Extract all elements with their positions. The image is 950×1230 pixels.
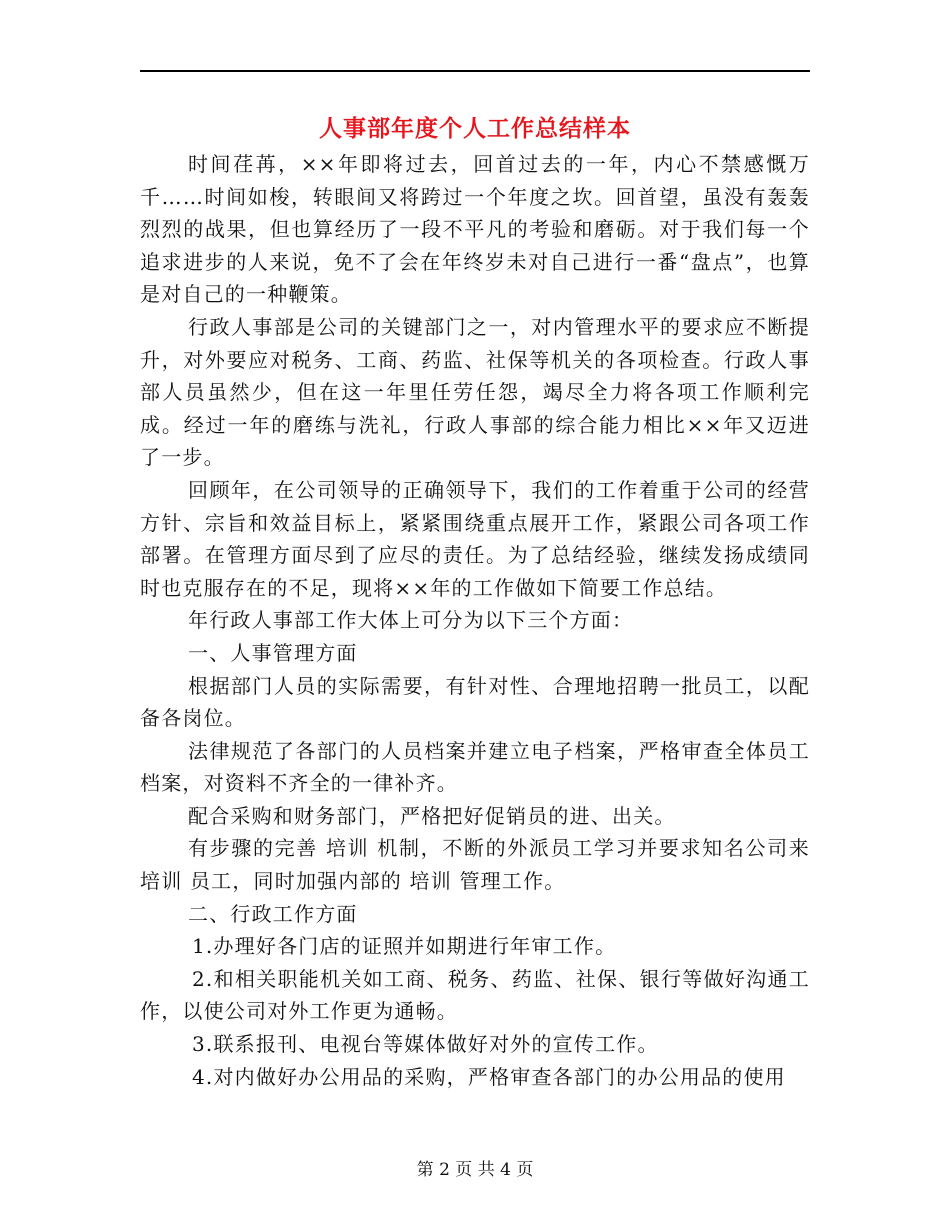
paragraph: 时间荏苒，××年即将过去，回首过去的一年，内心不禁感慨万千……时间如梭，转眼间又将跨过一个年度之坎。回首望，虽没有轰轰烈烈的战果，但也算经历了一段不平凡的考验和磨砺。对于我们每一个追求进步的人来说，免不了会在年终岁未对自己进行一番“盘点”，也算是对自己的一种鞭策。 <box>140 152 810 307</box>
numbered-item: 4.对内做好办公用品的采购，严格审查各部门的办公用品的使用 <box>192 1064 786 1089</box>
footer-current-page: 2 <box>439 1160 450 1180</box>
footer-middle: 页 共 <box>455 1160 495 1180</box>
numbered-item: 1.办理好各门店的证照并如期进行年审工作。 <box>192 934 617 959</box>
paragraph: 回顾年，在公司领导的正确领导下，我们的工作着重于公司的经营方针、宗旨和效益目标上，紧紧围绕重点展开工作，紧跟公司各项工作部署。在管理方面尽到了应尽的责任。为了总结经验，继续发扬成绩同时也克服存在的不足，现将××年的工作做如下简要工作总结。 <box>140 477 810 600</box>
paragraph: 年行政人事部工作大体上可分为以下三个方面： <box>188 608 634 633</box>
paragraph: 法律规范了各部门的人员档案并建立电子档案，严格审查全体员工档案，对资料不齐全的一律补齐。 <box>140 738 810 796</box>
document-title: 人事部年度个人工作总结样本 <box>319 115 631 142</box>
paragraph: 根据部门人员的实际需要，有针对性、合理地招聘一批员工，以配备各岗位。 <box>140 673 810 731</box>
footer-prefix: 第 <box>416 1160 434 1180</box>
paragraph: 配合采购和财务部门，严格把好促销员的进、出关。 <box>188 803 676 828</box>
footer-suffix: 页 <box>516 1160 534 1180</box>
numbered-item: 3.联系报刊、电视台等媒体做好对外的宣传工作。 <box>192 1032 659 1057</box>
header-rule <box>140 70 810 72</box>
numbered-item: 2.和相关职能机关如工商、税务、药监、社保、银行等做好沟通工作，以使公司对外工作更为通畅。 <box>140 966 810 1024</box>
section-heading: 二、行政工作方面 <box>188 901 358 926</box>
page-footer <box>0 1155 950 1180</box>
document-body <box>140 148 810 1093</box>
section-heading: 一、人事管理方面 <box>188 640 358 665</box>
paragraph: 行政人事部是公司的关键部门之一，对内管理水平的要求应不断提升，对外要应对税务、工商、药监、社保等机关的各项检查。行政人事部人员虽然少，但在这一年里任劳任怨，竭尽全力将各项工作顺利完成。经过一年的磨练与洗礼，行政人事部的综合能力相比××年又迈进了一步。 <box>140 314 810 470</box>
footer-total-pages: 4 <box>500 1160 511 1180</box>
paragraph: 有步骤的完善 培训 机制，不断的外派员工学习并要求知名公司来 培训 员工，同时加强内部的 培训 管理工作。 <box>140 836 810 894</box>
